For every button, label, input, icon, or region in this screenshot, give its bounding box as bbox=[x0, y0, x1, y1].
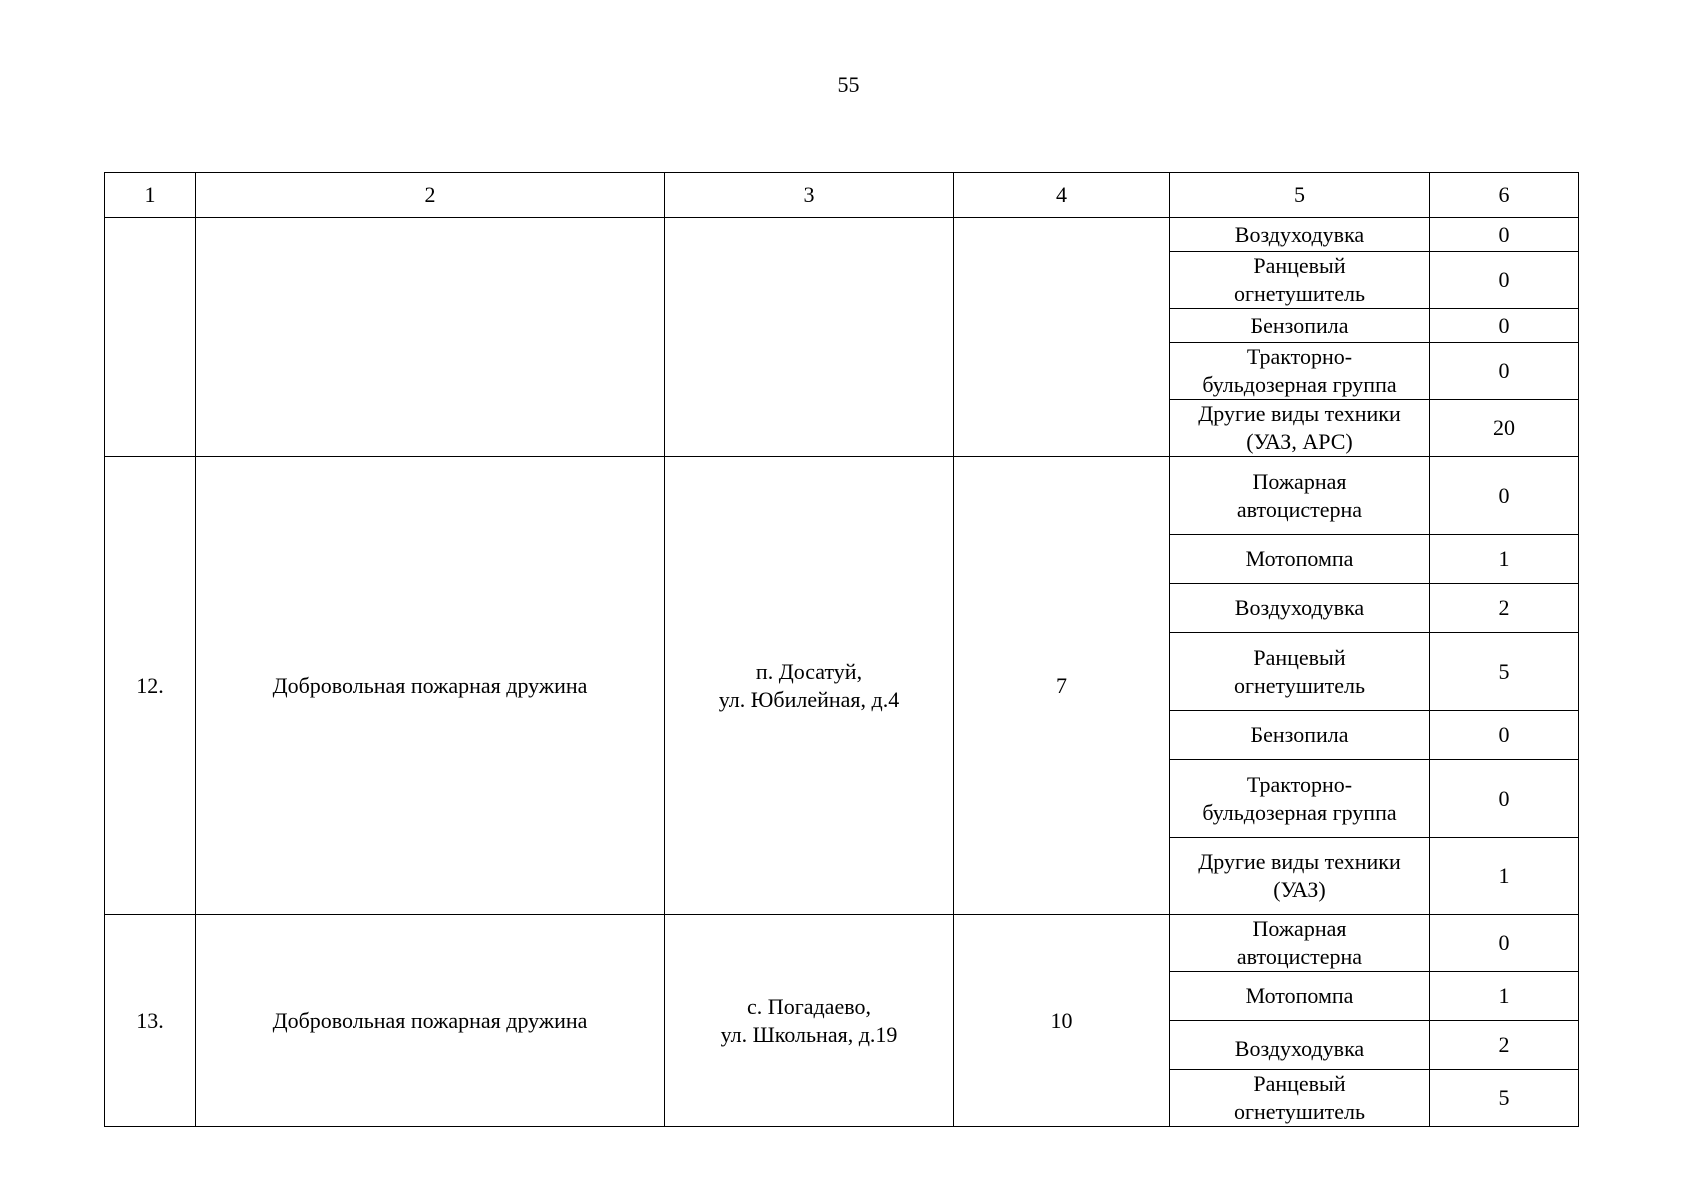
entry-address: п. Досатуй, ул. Юбилейная, д.4 bbox=[665, 457, 954, 915]
equipment-name: Мотопомпа bbox=[1170, 535, 1430, 584]
equipment-name: Бензопила bbox=[1170, 711, 1430, 760]
header-col-2: 2 bbox=[196, 173, 665, 218]
entry-address: с. Погадаево, ул. Школьная, д.19 bbox=[665, 915, 954, 1127]
page-number: 55 bbox=[837, 72, 860, 97]
equipment-name: Воздуходувка bbox=[1170, 218, 1430, 252]
equipment-count: 0 bbox=[1430, 915, 1579, 972]
equipment-name: Бензопила bbox=[1170, 309, 1430, 343]
equipment-table bbox=[104, 172, 1579, 1127]
table-row bbox=[105, 457, 1579, 535]
equipment-count: 20 bbox=[1430, 400, 1579, 457]
equipment-name: Воздуходувка bbox=[1170, 1021, 1430, 1070]
equipment-name: Ранцевый огнетушитель bbox=[1170, 1070, 1430, 1127]
equipment-name: Ранцевый огнетушитель bbox=[1170, 633, 1430, 711]
equipment-name: Пожарная автоцистерна bbox=[1170, 915, 1430, 972]
continuation-number-cell bbox=[105, 218, 196, 457]
equipment-count: 0 bbox=[1430, 343, 1579, 400]
equipment-count: 5 bbox=[1430, 633, 1579, 711]
continuation-address-cell bbox=[665, 218, 954, 457]
equipment-count: 5 bbox=[1430, 1070, 1579, 1127]
equipment-name: Другие виды техники (УАЗ) bbox=[1170, 838, 1430, 915]
equipment-count: 1 bbox=[1430, 972, 1579, 1021]
table-row bbox=[105, 218, 1579, 252]
equipment-count: 0 bbox=[1430, 252, 1579, 309]
equipment-count: 1 bbox=[1430, 838, 1579, 915]
table-row bbox=[105, 915, 1579, 972]
entry-number: 13. bbox=[105, 915, 196, 1127]
header-col-3: 3 bbox=[665, 173, 954, 218]
equipment-count: 0 bbox=[1430, 711, 1579, 760]
equipment-name: Тракторно- бульдозерная группа bbox=[1170, 343, 1430, 400]
header-col-4: 4 bbox=[954, 173, 1170, 218]
continuation-name-cell bbox=[196, 218, 665, 457]
equipment-count: 0 bbox=[1430, 760, 1579, 838]
equipment-count: 0 bbox=[1430, 309, 1579, 343]
equipment-name: Ранцевый огнетушитель bbox=[1170, 252, 1430, 309]
header-col-5: 5 bbox=[1170, 173, 1430, 218]
entry-number: 12. bbox=[105, 457, 196, 915]
entry-name: Добровольная пожарная дружина bbox=[196, 915, 665, 1127]
equipment-name: Мотопомпа bbox=[1170, 972, 1430, 1021]
equipment-count: 2 bbox=[1430, 584, 1579, 633]
entry-staff: 10 bbox=[954, 915, 1170, 1127]
equipment-name: Другие виды техники (УАЗ, АРС) bbox=[1170, 400, 1430, 457]
equipment-count: 0 bbox=[1430, 457, 1579, 535]
equipment-name: Воздуходувка bbox=[1170, 584, 1430, 633]
equipment-name: Тракторно- бульдозерная группа bbox=[1170, 760, 1430, 838]
continuation-staff-cell bbox=[954, 218, 1170, 457]
equipment-count: 2 bbox=[1430, 1021, 1579, 1070]
header-col-1: 1 bbox=[105, 173, 196, 218]
entry-staff: 7 bbox=[954, 457, 1170, 915]
table-header-row bbox=[105, 173, 1579, 218]
equipment-count: 1 bbox=[1430, 535, 1579, 584]
entry-name: Добровольная пожарная дружина bbox=[196, 457, 665, 915]
equipment-name: Пожарная автоцистерна bbox=[1170, 457, 1430, 535]
equipment-count: 0 bbox=[1430, 218, 1579, 252]
header-col-6: 6 bbox=[1430, 173, 1579, 218]
